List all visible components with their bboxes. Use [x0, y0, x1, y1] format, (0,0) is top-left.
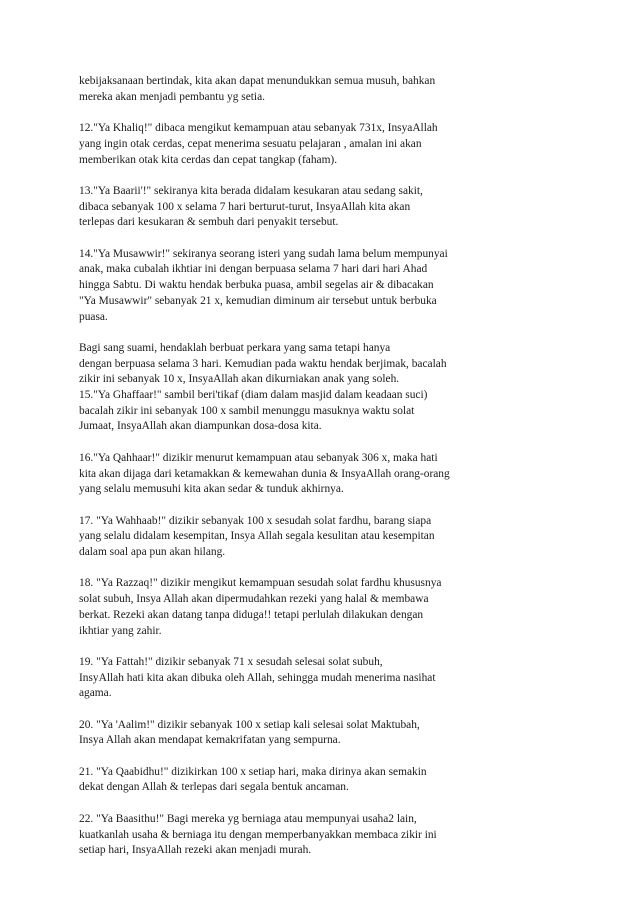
paragraph [79, 576, 519, 639]
text-line: solat subuh, Insya Allah akan dipermudahkan rezeki yang halal & membawa [79, 593, 429, 606]
paragraph [79, 718, 519, 749]
text-line: 13."Ya Baarii'!" sekiranya kita berada didalam kesukaran atau sedang sakit, [79, 184, 423, 197]
paragraph [79, 514, 519, 561]
text-line: 14."Ya Musawwir!" sekiranya seorang isteri yang sudah lama belum mempunyai [79, 247, 448, 260]
text-line: yang ingin otak cerdas, cepat menerima sesuatu pelajaran , amalan ini akan [79, 137, 422, 150]
paragraph [79, 812, 519, 859]
text-line: puasa. [79, 310, 108, 323]
text-line: 18. "Ya Razzaq!" dizikir mengikut kemampuan sesudah solat fardhu khususnya [79, 577, 442, 590]
text-line: dengan berpuasa selama 3 hari. Kemudian pada waktu hendak berjimak, bacalah [79, 357, 447, 370]
text-line: dekat dengan Allah & terlepas dari segala bentuk ancaman. [79, 781, 349, 794]
paragraph [79, 247, 519, 326]
text-line: bacalah zikir ini sebanyak 100 x sambil menunggu masuknya waktu solat [79, 404, 415, 417]
paragraph [79, 121, 519, 168]
text-line: Bagi sang suami, hendaklah berbuat perkara yang sama tetapi hanya [79, 341, 391, 354]
text-line: kuatkanlah usaha & berniaga itu dengan memperbanyakkan membaca zikir ini [79, 828, 437, 841]
text-line: 21. "Ya Qaabidhu!" dizikirkan 100 x setiap hari, maka dirinya akan semakin [79, 765, 427, 778]
text-line: Jumaat, InsyaAllah akan diampunkan dosa-dosa kita. [79, 420, 322, 433]
text-line: 22. "Ya Baasithu!" Bagi mereka yg berniaga atau mempunyai usaha2 lain, [79, 812, 417, 825]
text-line: terlepas dari kesukaran & sembuh dari penyakit tersebut. [79, 216, 339, 229]
paragraph [79, 74, 519, 105]
paragraph [79, 184, 519, 231]
paragraph [79, 341, 519, 435]
text-line: kebijaksanaan bertindak, kita akan dapat menundukkan semua musuh, bahkan [79, 75, 436, 87]
text-line: zikir ini sebanyak 10 x, InsyaAllah akan dikurniakan anak yang soleh. [79, 373, 400, 386]
document-body [79, 74, 519, 875]
text-line: mereka akan menjadi pembantu yg setia. [79, 90, 265, 103]
text-line: 12."Ya Khaliq!" dibaca mengikut kemampuan atau sebanyak 731x, InsyaAllah [79, 122, 438, 135]
paragraph [79, 655, 519, 702]
text-line: 17. "Ya Wahhaab!" dizikir sebanyak 100 x sesudah solat fardhu, barang siapa [79, 514, 432, 527]
text-line: InsyAllah hati kita akan dibuka oleh Allah, sehingga mudah menerima nasihat [79, 671, 436, 684]
paragraph [79, 451, 519, 498]
text-line: "Ya Musawwir" sebanyak 21 x, kemudian diminum air tersebut untuk berbuka [79, 294, 437, 307]
text-line: yang selalu memusuhi kita akan sedar & tunduk akhirnya. [79, 483, 344, 496]
text-line: hingga Sabtu. Di waktu hendak berbuka puasa, ambil segelas air & dibacakan [79, 279, 434, 292]
text-line: anak, maka cubalah ikhtiar ini dengan berpuasa selama 7 hari dari hari Ahad [79, 263, 428, 276]
text-line: 16."Ya Qahhaar!" dizikir menurut kemampuan atau sebanyak 306 x, maka hati [79, 451, 438, 464]
text-line: yang selalu didalam kesempitan, Insya Allah segala kesulitan atau kesempitan [79, 530, 435, 543]
text-line: agama. [79, 687, 112, 700]
text-line: Insya Allah akan mendapat kemakrifatan yang sempurna. [79, 734, 341, 747]
text-line: 19. "Ya Fattah!" dizikir sebanyak 71 x sesudah selesai solat subuh, [79, 655, 383, 668]
text-line: 15."Ya Ghaffaar!" sambil beri'tikaf (diam dalam masjid dalam keadaan suci) [79, 389, 428, 401]
text-line: memberikan otak kita cerdas dan cepat tangkap (faham). [79, 153, 338, 166]
text-line: setiap hari, InsyaAllah rezeki akan menjadi murah. [79, 844, 312, 857]
paragraph [79, 765, 519, 796]
text-line: dalam soal apa pun akan hilang. [79, 546, 226, 558]
text-line: dibaca sebanyak 100 x selama 7 hari berturut-turut, InsyaAllah kita akan [79, 200, 411, 213]
text-line: berkat. Rezeki akan datang tanpa diduga!! tetapi perlulah dilakukan dengan [79, 608, 424, 621]
text-line: ikhtiar yang zahir. [79, 624, 162, 637]
text-line: kita akan dijaga dari ketamakkan & kemewahan dunia & InsyaAllah orang-orang [79, 467, 450, 480]
text-line: 20. "Ya 'Aalim!" dizikir sebanyak 100 x setiap kali selesai solat Maktubah, [79, 718, 420, 731]
